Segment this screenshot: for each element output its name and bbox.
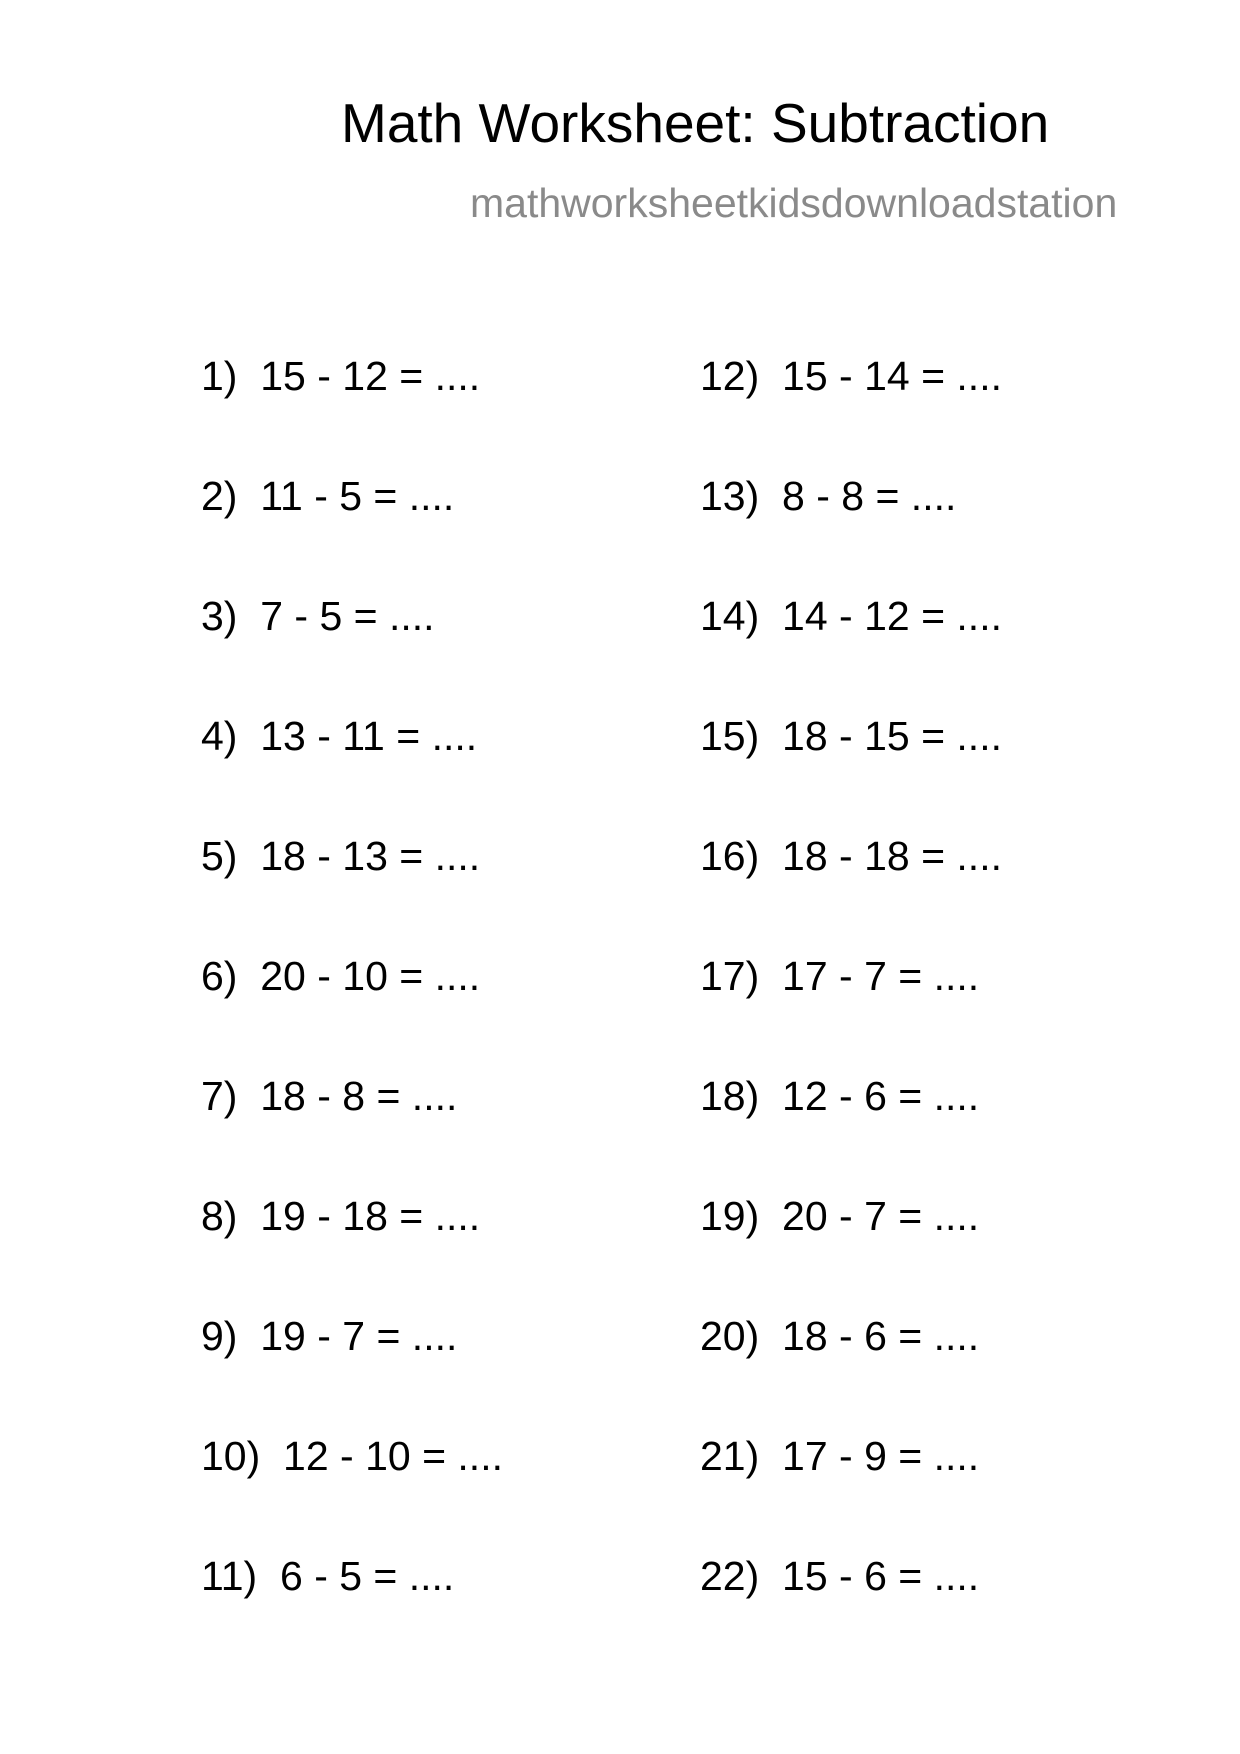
problem-item: 18) 12 - 6 = .... [700,1073,980,1119]
problem-item: 4) 13 - 11 = .... [201,713,478,759]
problem-item: 1) 15 - 12 = .... [201,353,481,399]
problem-item: 9) 19 - 7 = .... [201,1313,458,1359]
problem-item: 13) 8 - 8 = .... [700,473,957,519]
problem-item: 11) 6 - 5 = .... [201,1553,455,1599]
problem-item: 3) 7 - 5 = .... [201,593,435,639]
problem-item: 5) 18 - 13 = .... [201,833,481,879]
problem-item: 20) 18 - 6 = .... [700,1313,980,1359]
problem-item: 14) 14 - 12 = .... [700,593,1002,639]
problem-item: 6) 20 - 10 = .... [201,953,481,999]
problem-item: 10) 12 - 10 = .... [201,1433,503,1479]
page-subtitle: mathworksheetkidsdownloadstation [470,180,1118,226]
problem-item: 12) 15 - 14 = .... [700,353,1002,399]
problem-item: 15) 18 - 15 = .... [700,713,1002,759]
problem-item: 19) 20 - 7 = .... [700,1193,980,1239]
problem-item: 7) 18 - 8 = .... [201,1073,458,1119]
problem-item: 17) 17 - 7 = .... [700,953,980,999]
problem-item: 21) 17 - 9 = .... [700,1433,980,1479]
problem-item: 22) 15 - 6 = .... [700,1553,980,1599]
problem-item: 8) 19 - 18 = .... [201,1193,481,1239]
page-title: Math Worksheet: Subtraction [341,92,1050,154]
problem-item: 16) 18 - 18 = .... [700,833,1002,879]
problem-item: 2) 11 - 5 = .... [201,473,455,519]
